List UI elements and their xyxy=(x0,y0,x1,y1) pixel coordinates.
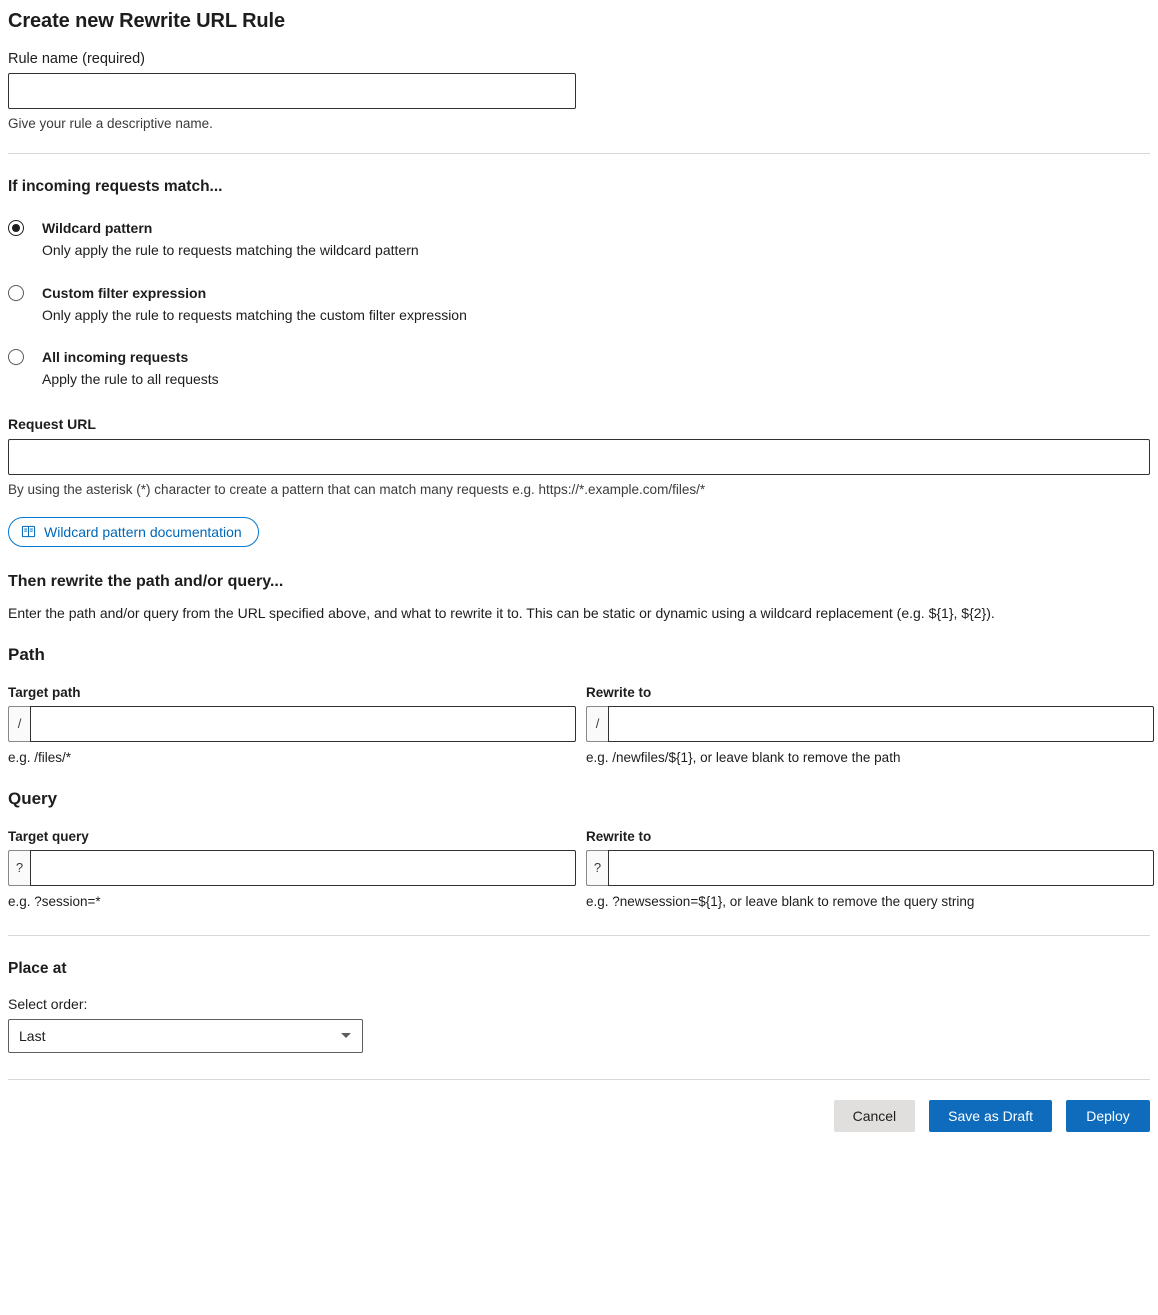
radio-description-custom-filter-expression: Only apply the rule to requests matching the custom filter expression xyxy=(42,306,467,323)
match-radio-group xyxy=(8,218,1150,390)
target-path-input[interactable] xyxy=(30,706,576,742)
book-icon xyxy=(21,524,36,539)
wildcard-pattern-documentation-button[interactable] xyxy=(8,517,259,547)
query-rewrite-prefix-question-icon: ? xyxy=(586,850,608,886)
select-order-label: Select order: xyxy=(8,995,88,1012)
path-rewrite-prefix-slash-icon: / xyxy=(586,706,608,742)
request-url-label: Request URL xyxy=(8,415,96,432)
query-prefix-question-icon: ? xyxy=(8,850,30,886)
target-query-field[interactable] xyxy=(8,850,576,886)
match-section-heading: If incoming requests match... xyxy=(8,178,223,195)
radio-label-wildcard-pattern: Wildcard pattern xyxy=(42,220,153,236)
query-rewrite-to-hint: e.g. ?newsession=${1}, or leave blank to remove the query string xyxy=(586,893,975,909)
wildcard-pattern-documentation-label: Wildcard pattern documentation xyxy=(44,523,242,540)
path-rewrite-to-field[interactable] xyxy=(586,706,1154,742)
footer-actions xyxy=(8,1080,1150,1150)
radio-description-all-incoming-requests: Apply the rule to all requests xyxy=(42,371,219,388)
path-target-col xyxy=(8,665,576,765)
rewrite-section-heading: Then rewrite the path and/or query... xyxy=(8,572,284,590)
request-url-help: By using the asterisk (*) character to create a pattern that can match many requests e.g. https://*.example.com/files/* xyxy=(8,481,706,497)
path-rewrite-to-input[interactable] xyxy=(608,706,1154,742)
radio-option-all-incoming-requests[interactable] xyxy=(8,347,1150,390)
radio-icon-wildcard-pattern[interactable] xyxy=(8,220,24,236)
create-rewrite-url-rule-page xyxy=(0,10,1158,1150)
radio-option-custom-filter-expression[interactable] xyxy=(8,283,1150,326)
select-order-wrapper[interactable] xyxy=(8,1019,363,1053)
target-query-label: Target query xyxy=(8,828,89,844)
query-rewrite-col xyxy=(586,809,1154,909)
radio-option-wildcard-pattern[interactable] xyxy=(8,218,1150,261)
path-rewrite-to-label: Rewrite to xyxy=(586,684,652,700)
request-url-input[interactable] xyxy=(8,439,1150,475)
radio-label-custom-filter-expression: Custom filter expression xyxy=(42,284,207,301)
cancel-button[interactable]: Cancel xyxy=(834,1100,916,1132)
save-as-draft-button[interactable]: Save as Draft xyxy=(929,1100,1052,1132)
place-at-heading: Place at xyxy=(8,959,67,977)
query-rewrite-to-field[interactable] xyxy=(586,850,1154,886)
query-target-col xyxy=(8,809,576,909)
rule-name-label: Rule name (required) xyxy=(8,51,146,67)
deploy-button[interactable]: Deploy xyxy=(1066,1100,1150,1132)
query-rewrite-to-input[interactable] xyxy=(608,850,1154,886)
target-path-field[interactable] xyxy=(8,706,576,742)
query-group-title: Query xyxy=(8,788,58,808)
query-fields-row xyxy=(8,809,1150,909)
radio-label-all-incoming-requests: All incoming requests xyxy=(42,349,189,366)
target-query-input[interactable] xyxy=(30,850,576,886)
radio-description-wildcard-pattern: Only apply the rule to requests matching the wildcard pattern xyxy=(42,242,419,259)
radio-icon-all-incoming-requests[interactable] xyxy=(8,349,24,365)
path-rewrite-to-hint: e.g. /newfiles/${1}, or leave blank to remove the path xyxy=(586,749,901,765)
query-rewrite-to-label: Rewrite to xyxy=(586,828,652,844)
path-prefix-slash-icon: / xyxy=(8,706,30,742)
section-divider-top xyxy=(8,153,1150,154)
section-divider-place-at xyxy=(8,935,1150,936)
path-fields-row xyxy=(8,665,1150,765)
target-path-label: Target path xyxy=(8,684,81,700)
path-rewrite-col xyxy=(586,665,1154,765)
rewrite-section-description: Enter the path and/or query from the URL specified above, and what to rewrite it to. This can be static or dynamic using a wildcard replacement (e.g. ${1}, ${2}). xyxy=(8,604,995,621)
rule-name-input[interactable] xyxy=(8,73,576,109)
rule-name-help: Give your rule a descriptive name. xyxy=(8,116,213,131)
target-path-hint: e.g. /files/* xyxy=(8,749,72,765)
page-title: Create new Rewrite URL Rule xyxy=(8,10,286,32)
path-group-title: Path xyxy=(8,644,45,664)
radio-icon-custom-filter-expression[interactable] xyxy=(8,285,24,301)
select-order-dropdown[interactable]: Last xyxy=(8,1019,363,1053)
target-query-hint: e.g. ?session=* xyxy=(8,893,101,909)
